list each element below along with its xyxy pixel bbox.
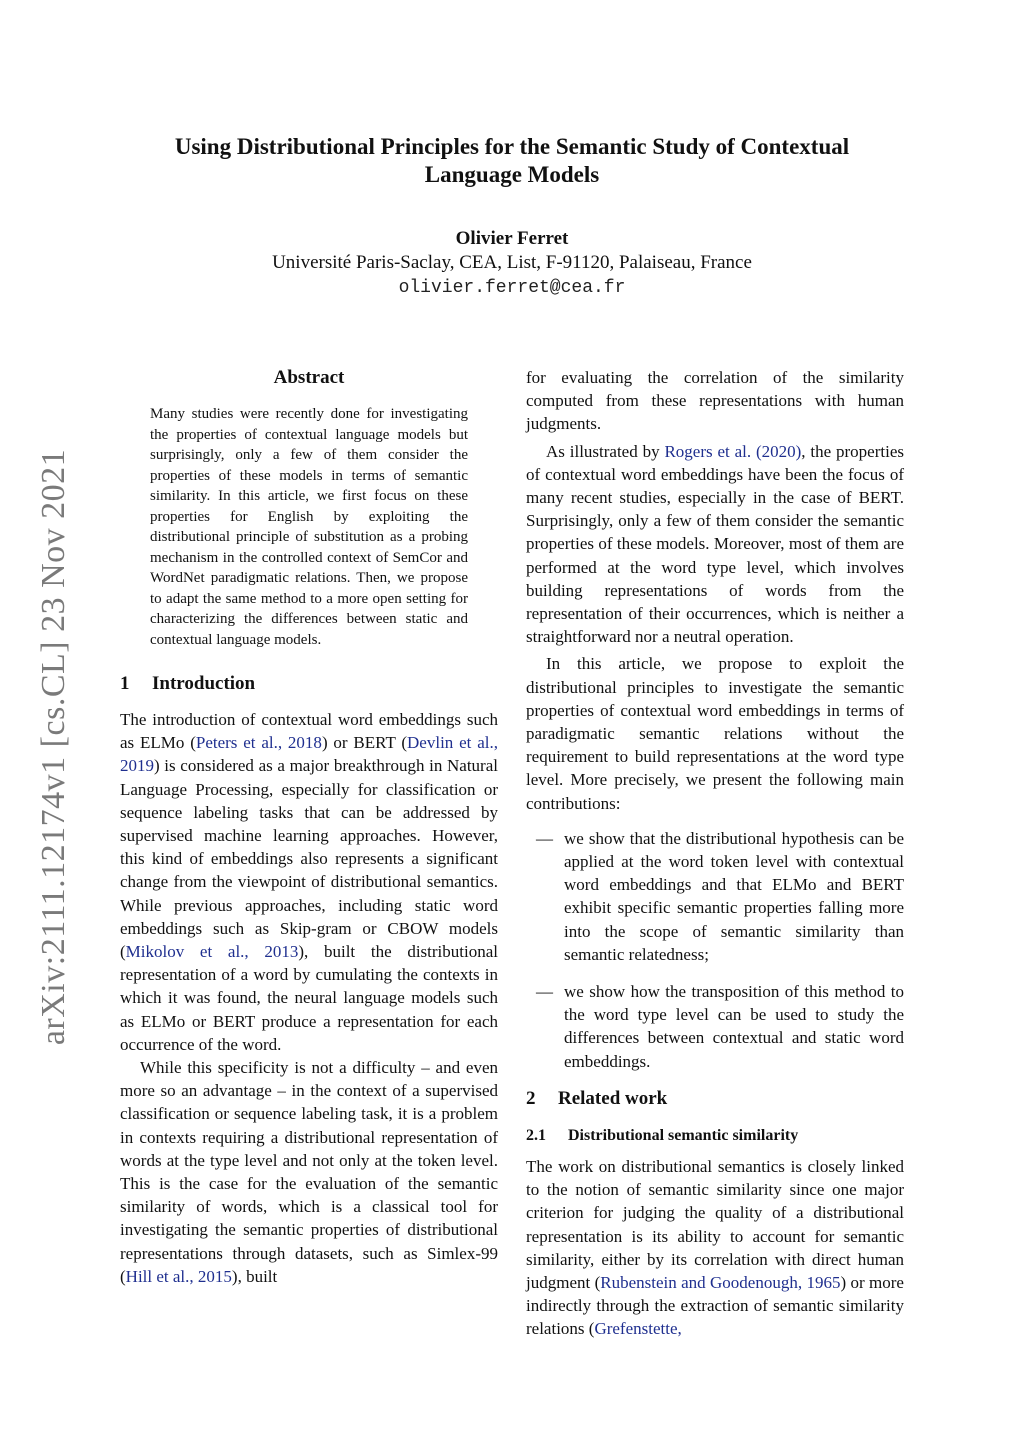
- intro-paragraph-5: In this article, we propose to exploit the distributional principles to investigate the semantic properties of contextual word embeddings in terms of paradigmatic semantic relations without the requirement to build representations at the word type level. More precisely, we present the following main contributions:: [526, 654, 904, 813]
- list-dash: —: [536, 828, 553, 848]
- citation-link[interactable]: Rubenstein and Goodenough, 1965: [600, 1272, 841, 1292]
- abstract-heading: Abstract: [273, 367, 345, 388]
- section-title: Related work: [558, 1087, 668, 1109]
- section-heading-introduction: [120, 672, 498, 696]
- intro-paragraph-4: As illustrated by Rogers et al. (2020), the properties of contextual word embeddings have been the focus of many recent studies, especially in the case of BERT. Surprisingly, only a few of them consider the semantic properties of these models. Moreover, most of them are performed at the word type level, which involves building representations of words from the representation of their occurrences, which is neither a straightforward nor a neutral operation.: [526, 441, 904, 647]
- abstract-text: Many studies were recently done for investigating the properties of contextual language models but surprisingly, only a few of them consider the properties of these models in terms of semantic similarity. In this article, we first focus on these properties for English by exploiting the distributional principle of substitution as a probing mechanism in the controlled context of SemCor and WordNet paradigmatic relations. Then, we propose to adapt the same method to a more open setting for characterizing the differences between static and contextual language models.: [150, 406, 468, 648]
- citation-link[interactable]: Rogers et al. (2020): [664, 441, 802, 461]
- list-item-text: we show that the distributional hypothesis can be applied at the word token level with contextual word embeddings and that ELMo and BERT exhibit specific semantic properties falling more into the scope of semantic similarity than semantic relatedness;: [564, 828, 904, 964]
- subsection-title: Distributional semantic similarity: [568, 1126, 799, 1144]
- list-item-text: we show how the transposition of this method to the word type level can be used to study the differences between contextual and static word embeddings.: [564, 982, 904, 1071]
- citation-link[interactable]: Mikolov et al., 2013: [125, 942, 299, 962]
- section-title: Introduction: [152, 673, 256, 694]
- subsection-heading: [526, 1125, 904, 1147]
- intro-paragraph-1: The introduction of contextual word embeddings such as ELMo (Peters et al., 2018) or BERT (Devlin et al., 2019) is considered as a major breakthrough in Natural Language Processing, especially for classification or sequence labeling tasks that can be addressed by supervised machine learning approaches. However, this kind of embeddings also represents a significant change from the viewpoint of distributional semantics. While previous approaches, including static word embeddings such as Skip-gram or CBOW models (Mikolov et al., 2013), built the distributional representation of a word by cumulating the contexts in which it was found, the neural language models such as ELMo or BERT produce a representation for each occurrence of the word.: [120, 710, 498, 1054]
- related-paragraph-1: The work on distributional semantics is closely linked to the notion of semantic similarity since one major criterion for judging the quality of a distributional representation is its ability to account for semantic similarity, either by its correlation with direct human judgment (Rubenstein and Goodenough, 1965) or more indirectly through the extraction of semantic similarity relations (Grefenstette,: [526, 1156, 904, 1339]
- author-affiliation: Université Paris-Saclay, CEA, List, F-91120, Palaiseau, France: [272, 252, 752, 273]
- section-heading-related-work: [526, 1087, 904, 1111]
- list-item: [526, 827, 904, 966]
- paper-title: Using Distributional Principles for the Semantic Study of Contextual Language Models: [174, 134, 850, 187]
- list-item: [526, 980, 904, 1073]
- arxiv-identifier: arXiv:2111.12174v1 [cs.CL] 23 Nov 2021: [35, 448, 72, 1046]
- right-column: [526, 366, 904, 1341]
- citation-link[interactable]: Devlin et al., 2019: [120, 733, 498, 776]
- intro-paragraph-3: for evaluating the correlation of the similarity computed from these representations with human judgments.: [526, 368, 904, 434]
- section-number: 2: [526, 1087, 536, 1109]
- subsection-number: 2.1: [526, 1126, 546, 1144]
- citation-link[interactable]: Peters et al., 2018: [195, 733, 322, 753]
- author-email: olivier.ferret@cea.fr: [398, 278, 626, 298]
- intro-paragraph-2: While this specificity is not a difficulty – and even more so an advantage – in the context of a supervised classification or sequence labeling task, it is a problem in contexts requiring a distributional representation of words at the type level and not only at the token level. This is the case for the evaluation of the semantic similarity of words, which is a classical tool for investigating the semantic properties of distributional representations through datasets, such as Simlex-99 (Hill et al., 2015), built: [120, 1058, 498, 1286]
- citation-link[interactable]: Grefenstette,: [594, 1319, 682, 1339]
- left-column: [120, 366, 498, 1288]
- contributions-list: [526, 827, 904, 1073]
- author-name: Olivier Ferret: [455, 228, 569, 249]
- list-dash: —: [536, 982, 553, 1002]
- citation-link[interactable]: Hill et al., 2015: [125, 1266, 232, 1286]
- section-number: 1: [120, 673, 130, 694]
